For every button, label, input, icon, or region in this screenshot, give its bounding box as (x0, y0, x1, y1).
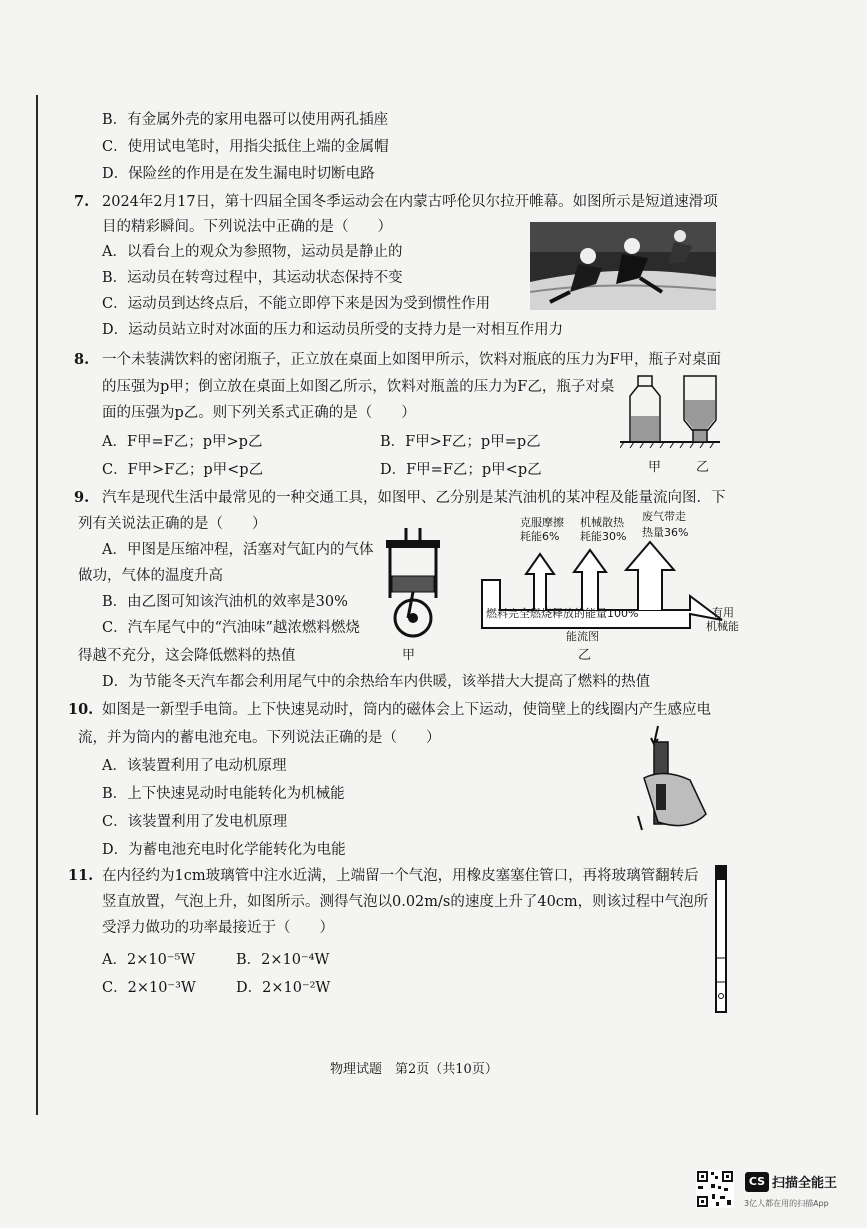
energy-label-exhaust-1: 废气带走 (642, 510, 686, 523)
q7-number: 7. (74, 193, 90, 210)
energy-caption: 能流图 (566, 630, 599, 643)
q8-figure-label-jia: 甲 (648, 460, 662, 475)
q9-number: 9. (74, 489, 90, 506)
speed-skating-photo (530, 222, 716, 310)
q11-stem-line3: 受浮力做功的功率最接近于（ ） (102, 920, 334, 936)
glass-tube-figure (714, 864, 728, 1014)
q9-option-c-line1: C．汽车尾气中的“汽油味”越浓燃料燃烧 (102, 620, 360, 636)
q9-option-d: D．为节能冬天汽车都会利用尾气中的余热给车内供暖，该举措大大提高了燃料的热值 (102, 674, 651, 690)
q11-option-d: D．2×10⁻²W (236, 980, 331, 996)
q7-option-a: A．以看台上的观众为参照物，运动员是静止的 (102, 244, 403, 260)
q8-stem-line3: 面的压强为p乙。则下列关系式正确的是（ ） (102, 405, 416, 421)
q11-option-a: A．2×10⁻⁵W (102, 952, 196, 968)
q7-stem-line2: 目的精彩瞬间。下列说法中正确的是（ ） (102, 219, 392, 235)
energy-label-useful-2: 机械能 (706, 620, 739, 633)
q10-stem-line1: 如图是一新型手电筒。上下快速晃动时，筒内的磁体会上下运动，使筒壁上的线圈内产生感应电 (102, 702, 711, 718)
q9-stem-line2: 列有关说法正确的是（ ） (78, 516, 267, 532)
q9-figure-label-yi: 乙 (578, 648, 592, 663)
q8-option-b: B．F甲>F乙；p甲=p乙 (380, 434, 541, 450)
q7-option-d: D．运动员站立时对冰面的压力和运动员所受的支持力是一对相互作用力 (102, 322, 564, 338)
bottle-figure (620, 372, 720, 452)
scanner-app-name: 扫描全能王 (772, 1176, 838, 1191)
margin-line (36, 95, 38, 1115)
q6-option-d: D．保险丝的作用是在发生漏电时切断电路 (102, 166, 375, 182)
energy-label-input: 燃料完全燃烧释放的能量100% (486, 607, 639, 620)
q9-option-a-line2: 做功，气体的温度升高 (78, 568, 223, 584)
page-footer: 物理试题 第2页（共10页） (330, 1062, 498, 1077)
q11-option-b: B．2×10⁻⁴W (236, 952, 330, 968)
q7-option-c: C．运动员到达终点后，不能立即停下来是因为受到惯性作用 (102, 296, 491, 312)
q10-number: 10. (68, 701, 94, 718)
q10-option-a: A．该装置利用了电动机原理 (102, 758, 287, 774)
energy-label-heat-2: 耗能30% (580, 530, 627, 543)
q7-stem-line1: 2024年2月17日，第十四届全国冬季运动会在内蒙古呼伦贝尔拉开帷幕。如图所示是短道速滑项 (102, 194, 718, 210)
energy-label-useful-1: 有用 (712, 606, 734, 619)
qr-code-icon (696, 1170, 734, 1208)
q9-figure-label-jia: 甲 (402, 648, 416, 663)
q9-option-c-line2: 得越不充分，这会降低燃料的热值 (78, 648, 296, 664)
q8-stem-line1: 一个未装满饮料的密闭瓶子，正立放在桌面上如图甲所示，饮料对瓶底的压力为F甲，瓶子对桌面 (102, 352, 722, 368)
q8-number: 8. (74, 351, 90, 368)
q10-option-d: D．为蓄电池充电时化学能转化为电能 (102, 842, 346, 858)
q7-option-b: B．运动员在转弯过程中，其运动状态保持不变 (102, 270, 403, 286)
q6-option-b: B．有金属外壳的家用电器可以使用两孔插座 (102, 112, 389, 128)
q10-option-c: C．该装置利用了发电机原理 (102, 814, 288, 830)
energy-label-friction-1: 克服摩擦 (520, 516, 564, 529)
q10-stem-line2: 流，并为筒内的蓄电池充电。下列说法正确的是（ ） (78, 730, 441, 746)
q11-number: 11. (68, 867, 94, 884)
engine-cylinder-figure (378, 528, 448, 640)
q8-option-a: A．F甲=F乙；p甲>p乙 (102, 434, 263, 450)
q10-option-b: B．上下快速晃动时电能转化为机械能 (102, 786, 345, 802)
q9-option-a-line1: A．甲图是压缩冲程，活塞对气缸内的气体 (102, 542, 374, 558)
energy-label-heat-1: 机械散热 (580, 516, 624, 529)
flashlight-figure (618, 722, 714, 836)
q8-stem-line2: 的压强为p甲；倒立放在桌面上如图乙所示，饮料对瓶盖的压力为F乙，瓶子对桌 (102, 379, 615, 395)
q8-option-c: C．F甲>F乙；p甲<p乙 (102, 462, 264, 478)
scanner-tagline: 3亿人都在用的扫描App (744, 1199, 829, 1208)
scanner-logo-icon: CS (745, 1172, 769, 1192)
q8-option-d: D．F甲=F乙；p甲<p乙 (380, 462, 542, 478)
q6-option-c: C．使用试电笔时，用指尖抵住上端的金属帽 (102, 139, 389, 155)
q8-figure-label-yi: 乙 (696, 460, 710, 475)
energy-label-friction-2: 耗能6% (520, 530, 560, 543)
q11-stem-line2: 竖直放置，气泡上升，如图所示。测得气泡以0.02m/s的速度上升了40cm，则该过程中气泡所 (102, 894, 709, 910)
q9-option-b: B．由乙图可知该汽油机的效率是30% (102, 594, 348, 610)
q11-option-c: C．2×10⁻³W (102, 980, 196, 996)
energy-label-exhaust-2: 热量36% (642, 526, 689, 539)
q9-stem-line1: 汽车是现代生活中最常见的一种交通工具，如图甲、乙分别是某汽油机的某冲程及能量流向图．下 (102, 490, 726, 506)
q11-stem-line1: 在内径约为1cm玻璃管中注水近满，上端留一个气泡，用橡皮塞塞住管口，再将玻璃管翻转后 (102, 868, 699, 884)
